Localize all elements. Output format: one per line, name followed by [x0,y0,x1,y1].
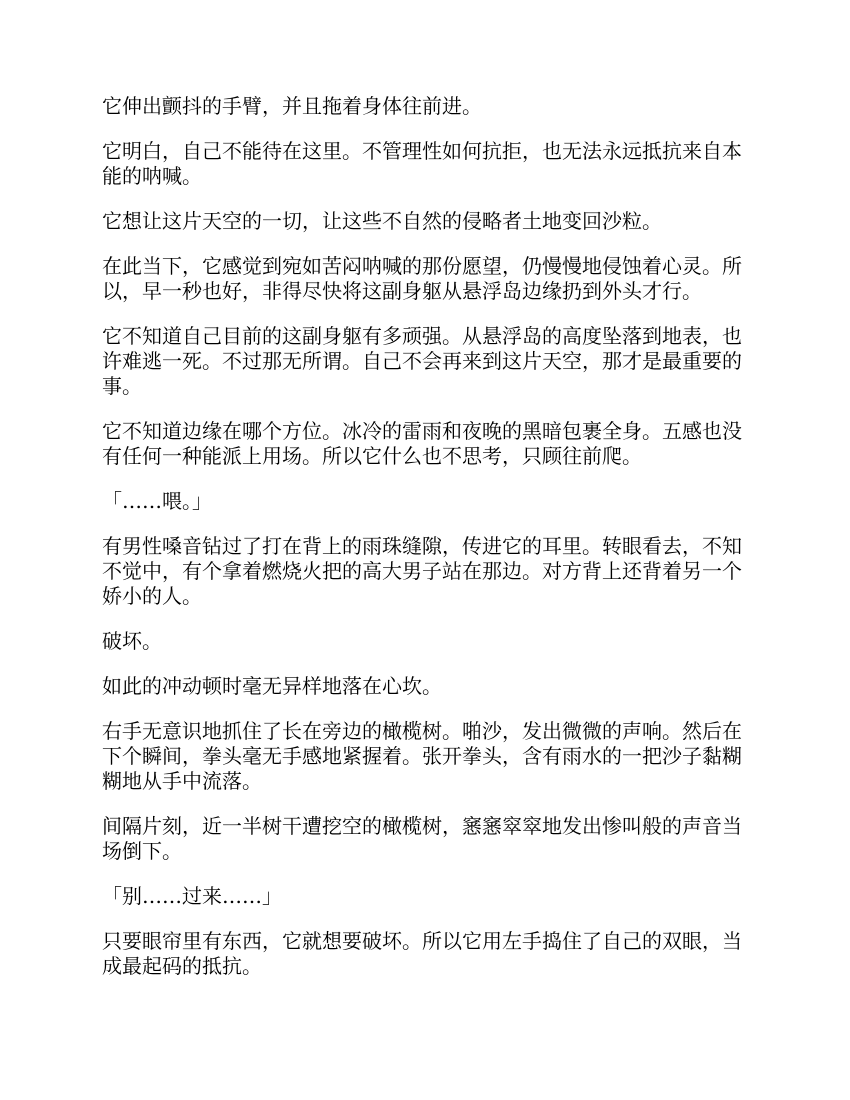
paragraph: 它不知道边缘在哪个方位。冰冷的雷雨和夜晚的黑暗包裹全身。五感也没有任何一种能派上用场。所以它什么也不思考，只顾往前爬。 [102,419,742,468]
dialogue-line: 「别……过来……」 [102,884,282,908]
paragraph: 右手无意识地抓住了长在旁边的橄榄树。啪沙，发出微微的声响。然后在下个瞬间，拳头毫无手感地紧握着。张开拳头，含有雨水的一把沙子黏糊糊地从手中流落。 [102,719,742,793]
paragraph: 只要眼帘里有东西，它就想要破坏。所以它用左手捣住了自己的双眼，当成最起码的抵抗。 [102,929,742,978]
paragraph: 它不知道自己目前的这副身躯有多顽强。从悬浮岛的高度坠落到地表，也许难逃一死。不过那无所谓。自己不会再来到这片天空，那才是最重要的事。 [102,324,742,398]
document-page [102,94,750,999]
paragraph: 它想让这片天空的一切，让这些不自然的侵略者土地变回沙粒。 [102,209,662,233]
paragraph: 间隔片刻，近一半树干遭挖空的橄榄树，窸窸窣窣地发出惨叫般的声音当场倒下。 [102,814,742,863]
paragraph: 有男性嗓音钻过了打在背上的雨珠缝隙，传进它的耳里。转眼看去，不知不觉中，有个拿着燃烧火把的高大男子站在那边。对方背上还背着另一个娇小的人。 [102,534,742,608]
dialogue-line: 「……喂。」 [102,489,212,513]
paragraph: 如此的冲动顿时毫无异样地落在心坎。 [102,674,442,698]
paragraph: 在此当下，它感觉到宛如苦闷呐喊的那份愿望，仍慢慢地侵蚀着心灵。所以，早一秒也好，非得尽快将这副身躯从悬浮岛边缘扔到外头才行。 [102,254,742,303]
paragraph: 它伸出颤抖的手臂，并且拖着身体往前进。 [102,94,482,118]
paragraph: 破坏。 [102,629,162,653]
paragraph: 它明白，自己不能待在这里。不管理性如何抗拒，也无法永远抵抗来自本能的呐喊。 [102,139,742,188]
